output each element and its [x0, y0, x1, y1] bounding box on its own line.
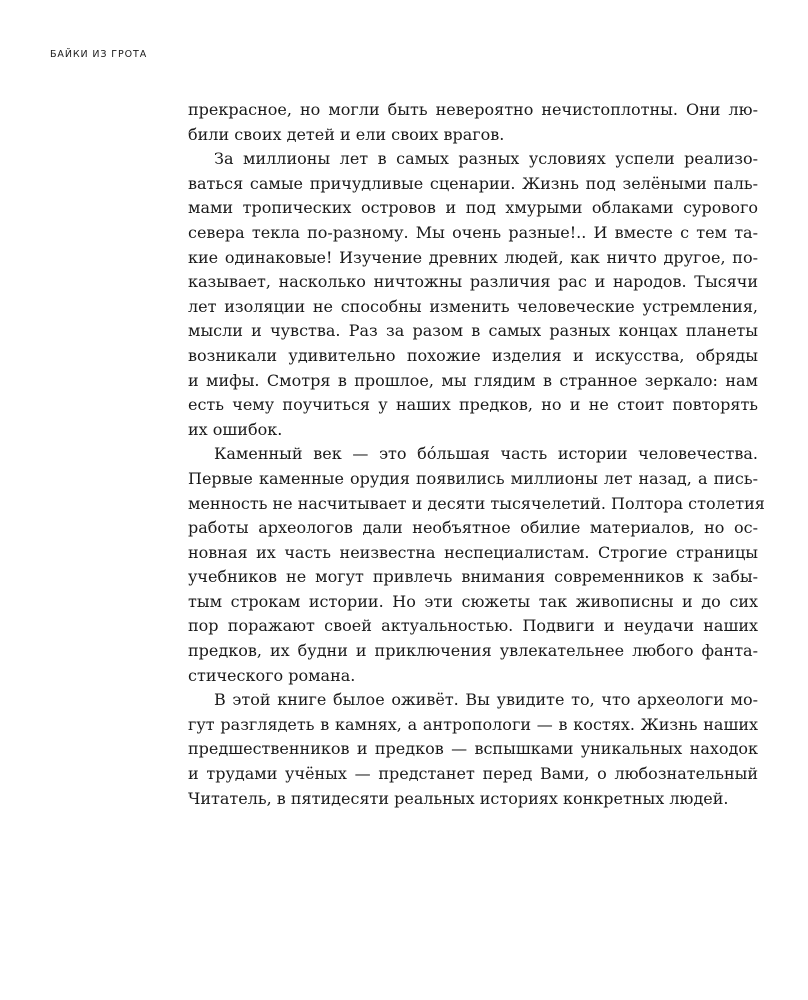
text-line: их ошибок. [188, 419, 283, 439]
text-line: новная их часть неизвестна неспециалистам. Строгие страницы [188, 542, 758, 562]
text-line: За миллионы лет в самых разных условиях успели реализо- [214, 149, 758, 169]
text-line: били своих детей и ели своих врагов. [188, 124, 505, 144]
text-line: и мифы. Смотря в прошлое, мы глядим в странное зеркало: нам [188, 370, 758, 390]
text-line: возникали удивительно похожие изделия и искусства, обряды [188, 345, 758, 365]
paragraph [188, 98, 758, 147]
text-line: стического романа. [188, 665, 356, 685]
text-line: прекрасное, но могли быть невероятно нечистоплотны. Они лю- [188, 100, 758, 119]
text-line: пор поражают своей актуальностью. Подвиги и неудачи наших [188, 616, 758, 636]
text-line: ваться самые причудливые сценарии. Жизнь под зелёными паль- [188, 173, 758, 193]
text-line: Первые каменные орудия появились миллионы лет назад, а пись- [188, 468, 758, 488]
text-line: мысли и чувства. Раз за разом в самых разных концах планеты [188, 321, 758, 341]
paragraph [188, 147, 758, 442]
text-line: менность не насчитывает и десяти тысячелетий. Полтора столетия [188, 493, 765, 513]
text-line: тым строкам истории. Но эти сюжеты так живописны и до сих [188, 591, 758, 611]
text-line: предков, их будни и приключения увлекательнее любого фанта- [188, 641, 758, 661]
text-line: Каменный век — это бóльшая часть истории человечества. [214, 444, 758, 464]
running-header: БАЙКИ ИЗ ГРОТА [50, 49, 148, 60]
text-line: казывает, насколько ничтожны различия рас и народов. Тысячи [188, 272, 758, 292]
text-line: севера текла по-разному. Мы очень разные!.. И вместе с тем та- [188, 222, 758, 242]
text-line: работы археологов дали необъятное обилие материалов, но ос- [188, 518, 758, 538]
text-line: и трудами учёных — предстанет перед Вами, о любознательный [188, 764, 758, 784]
text-line: предшественников и предков — вспышками уникальных находок [188, 739, 758, 759]
text-line: кие одинаковые! Изучение древних людей, как ничто другое, по- [188, 247, 758, 267]
text-line: В этой книге былое оживёт. Вы увидите то, что археологи мо- [214, 690, 758, 710]
paragraph [188, 442, 765, 688]
text-line: мами тропических островов и под хмурыми облаками сурового [188, 198, 758, 218]
body-text [188, 98, 765, 811]
text-line: учебников не могут привлечь внимания современников к забы- [188, 567, 758, 587]
paragraph [188, 688, 758, 811]
text-line: лет изоляции не способны изменить человеческие устремления, [188, 296, 758, 316]
text-line: гут разглядеть в камнях, а антропологи — в костях. Жизнь наших [188, 714, 758, 734]
text-line: есть чему поучиться у наших предков, но и не стоит повторять [188, 395, 758, 415]
text-line: Читатель, в пятидесяти реальных историях конкретных людей. [188, 788, 729, 808]
